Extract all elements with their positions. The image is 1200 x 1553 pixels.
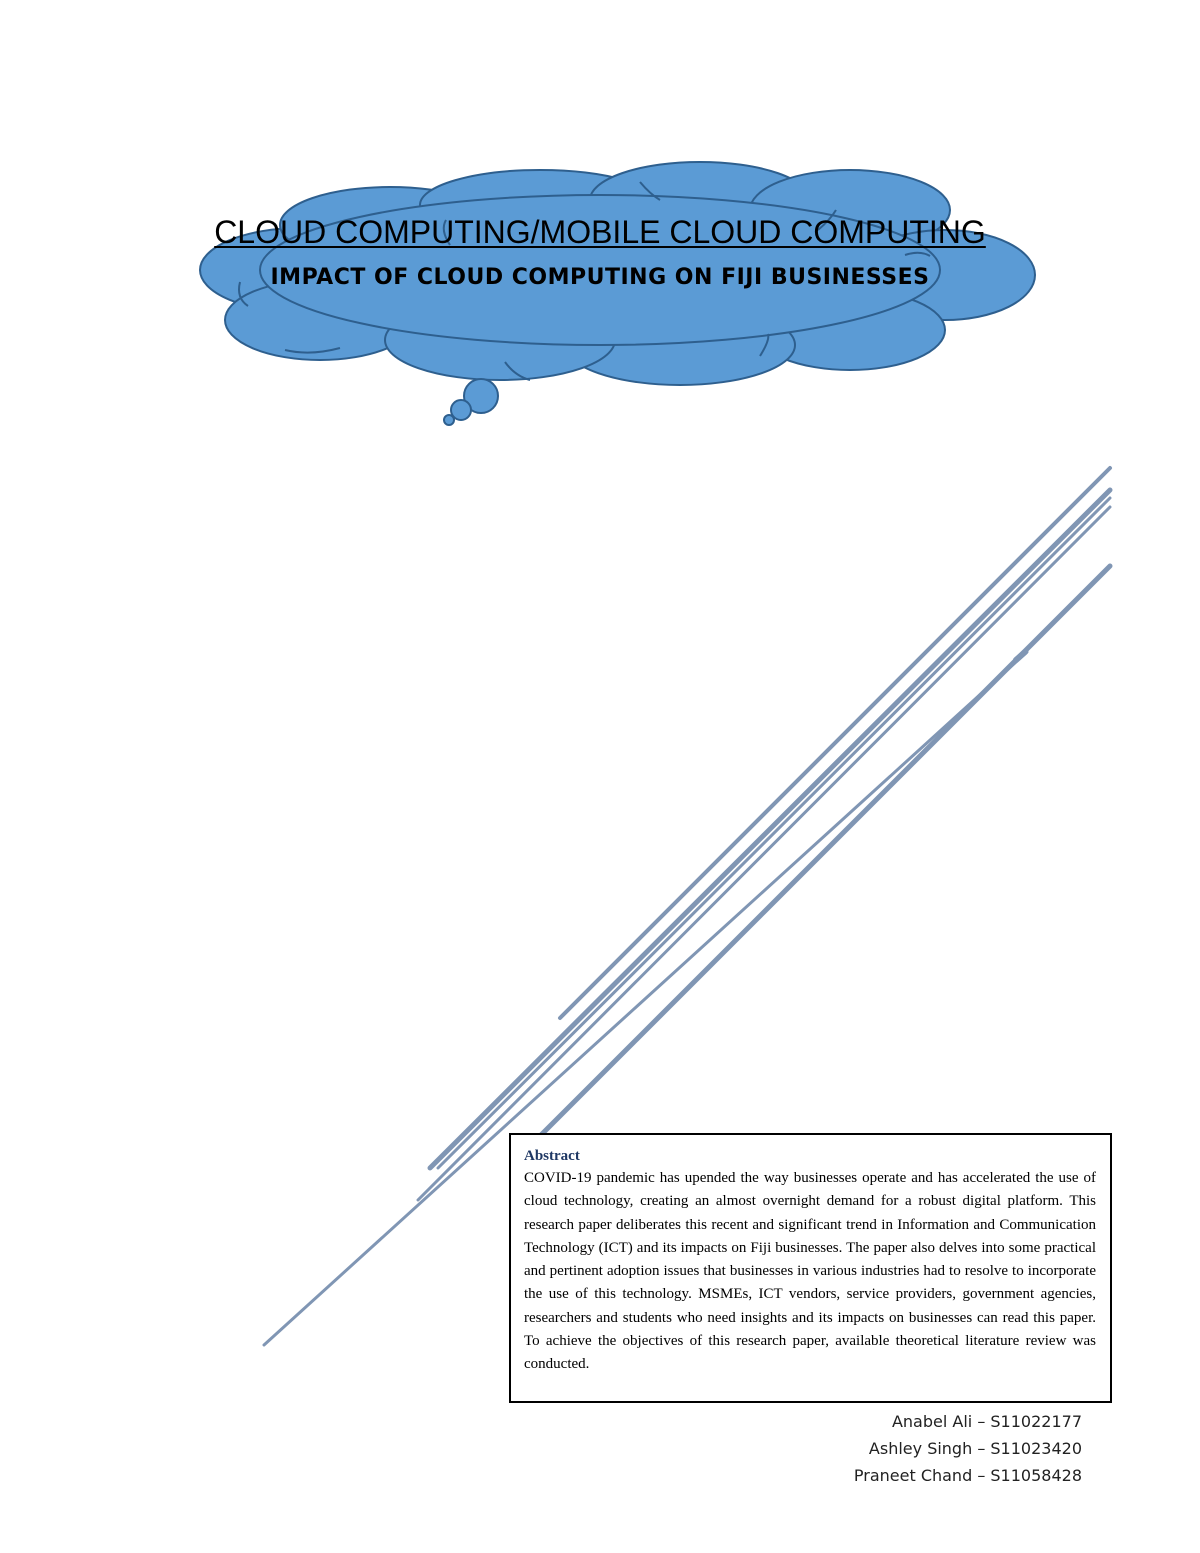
diagonal-line [438,498,1110,1168]
document-title: CLOUD COMPUTING/MOBILE CLOUD COMPUTING [214,214,986,250]
diagonal-line [1016,652,1025,660]
diagonal-line [418,507,1110,1200]
author-line: Praneet Chand – S11058428 [853,1466,1082,1485]
author-line: Anabel Ali – S11022177 [891,1412,1082,1431]
abstract-box [509,1133,1112,1403]
diagonal-line [430,490,1110,1168]
abstract-body: COVID-19 pandemic has upended the way businesses operate and has accelerated the use of cloud technology, creating an almost overnight demand for a robust digital platform. This research paper deliberates this recent and significant trend in Information and Communication Technology (ICT) and its impacts on Fiji businesses. The paper also delves into some practical and pertinent adoption issues that businesses in various industries had to resolve to incorporate the use of this technology. MSMEs, ICT vendors, service providers, government agencies, researchers and students who need insights and its impacts on businesses can read this paper. To achieve the objectives of this research paper, available theoretical literature review was conducted. [524,1170,1096,1373]
document-subtitle: IMPACT OF CLOUD COMPUTING ON FIJI BUSINESSES [270,265,930,290]
author-line: Ashley Singh – S11023420 [868,1439,1082,1458]
author-list [854,1408,1082,1489]
abstract-heading: Abstract [524,1148,580,1164]
cloud-callout-shape [200,162,1035,425]
diagonal-line [560,468,1110,1018]
